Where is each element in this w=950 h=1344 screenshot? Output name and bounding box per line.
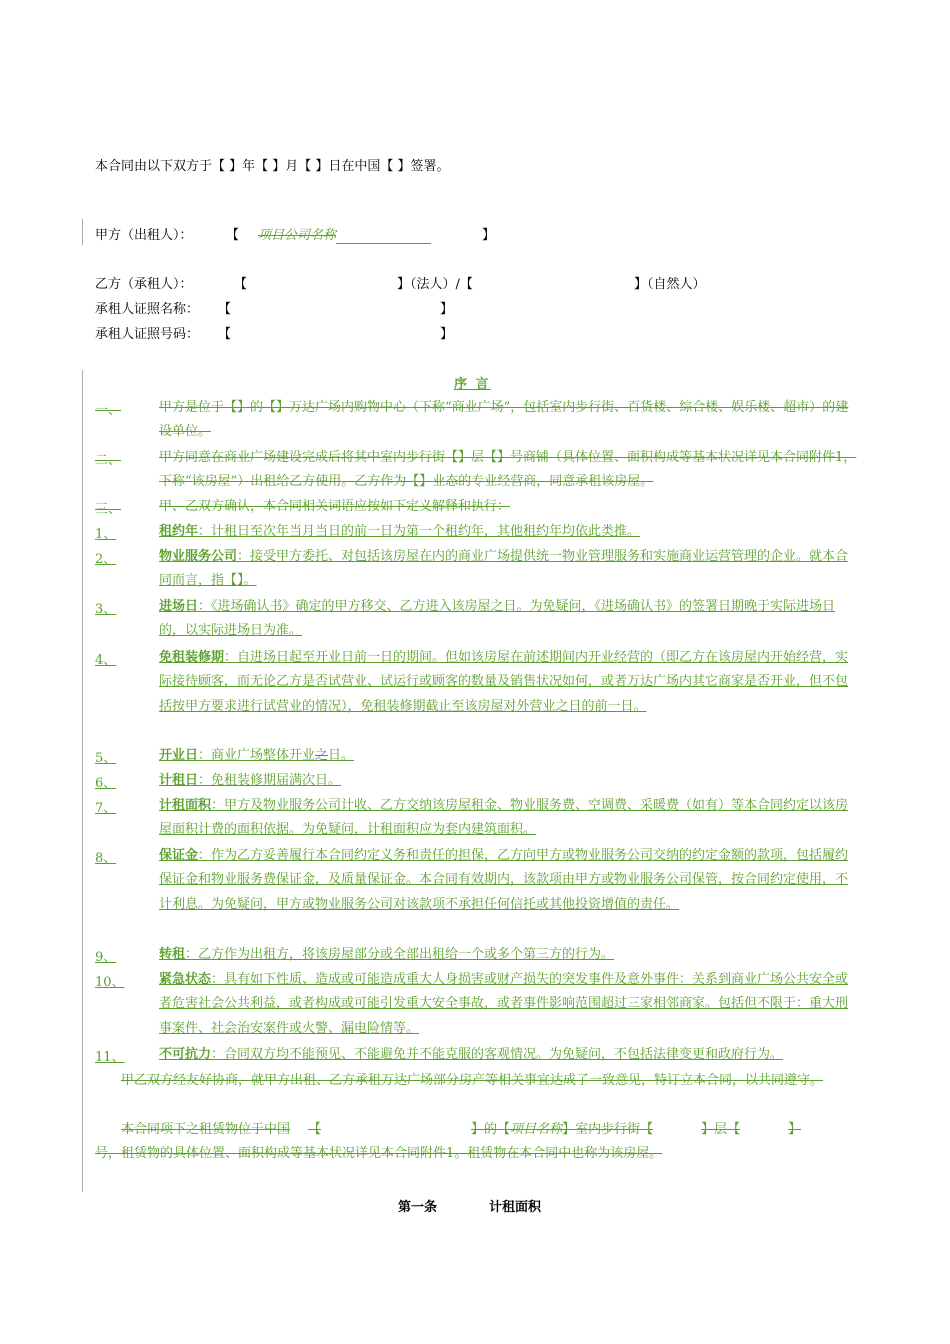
definition-text: ：计租日至次年当月当日的前一日为第一个租约年，其他租约年均依此类推。 <box>198 524 641 539</box>
party-b-open-bracket: 【 <box>234 277 248 292</box>
definition-item <box>159 968 859 1041</box>
leased-property-paragraph <box>95 1118 855 1167</box>
project-name: 项目名称 <box>510 1122 563 1137</box>
party-a-name: 项目公司名称 <box>258 228 337 243</box>
cert-no-close: 】 <box>440 327 454 342</box>
cert-name-label: 承租人证照名称： <box>95 302 200 317</box>
definition-text: ：合同双方均不能预见、不能避免并不能克服的客观情况。为免疑问，不包括法律变更和政府行为。 <box>211 1047 784 1062</box>
definition-term: 保证金 <box>159 848 199 863</box>
definition-text: ：免租装修期届满次日。 <box>198 773 342 788</box>
article-title: 计租面积 <box>489 1200 542 1215</box>
intro-line: 本合同由以下双方于【 】年【 】月【 】日在中国【 】签署。 <box>95 159 450 174</box>
floor-text: 】层【 <box>701 1122 741 1137</box>
definition-text: ：商业广场整体开业 <box>198 748 316 763</box>
definition-item <box>159 794 859 843</box>
preface-item-num: 三、 <box>95 502 122 517</box>
party-a-label: 甲方（出租人）： <box>95 228 193 243</box>
definition-num: 6、 <box>95 776 117 791</box>
definition-item <box>159 520 859 544</box>
definition-num: 2、 <box>95 552 117 567</box>
definition-item <box>159 1043 859 1067</box>
definition-num: 8、 <box>95 851 117 866</box>
definition-text: ：作为乙方妥善履行本合同约定义务和责任的担保，乙方向甲方或物业服务公司交纳的约定金额的款项，包括履约保证金和物业服务费保证金，及质量保证金。本合同有效期内，该款项由甲方或物业服务公司保管，按合同约定使用，不计利息。为免疑问，甲方或物业服务公司对该款项不承担任何信托或其他投资增值的责任。 <box>159 848 849 912</box>
definition-item <box>159 943 859 967</box>
definition-num: 4、 <box>95 653 117 668</box>
definition-item <box>159 545 859 594</box>
definition-term: 计租日 <box>159 773 199 788</box>
definition-term: 物业服务公司 <box>159 549 238 564</box>
definition-item <box>159 744 859 768</box>
party-b-natural-person: 】（自然人） <box>634 277 706 292</box>
definition-item <box>159 769 859 793</box>
definition-term: 不可抗力 <box>159 1047 212 1062</box>
definition-num: 3、 <box>95 602 117 617</box>
definition-item <box>159 646 859 719</box>
definition-num: 5、 <box>95 751 117 766</box>
property-detail-text: 号，租赁物的具体位置、面积构成等基本状况详见本合同附件1。租赁物在本合同中也称为该房屋。 <box>95 1146 663 1162</box>
definition-term: 紧急状态 <box>159 972 212 987</box>
street-text: 】室内步行街【 <box>562 1122 654 1137</box>
definition-term: 租约年 <box>159 524 199 539</box>
definition-item <box>159 844 859 917</box>
definition-num: 1、 <box>95 527 117 542</box>
preface-paragraph <box>95 1069 855 1093</box>
preface-item-num: 二、 <box>95 453 122 468</box>
party-b-label: 乙方（承租人）： <box>95 277 193 292</box>
preface-item-text: 甲、乙双方确认，本合同相关词语应按如下定义解释和执行： <box>159 499 511 514</box>
preface-title: 序 言 <box>454 377 491 392</box>
definition-tail: 日。 <box>328 748 355 763</box>
definition-text: ：甲方及物业服务公司计收、乙方交纳该房屋租金、物业服务费、空调费、采暖费（如有）等本合同约定以该房屋面积计费的面积依据。为免疑问，计租面积应为套内建筑面积。 <box>159 798 849 838</box>
cert-no-label: 承租人证照号码： <box>95 327 200 342</box>
cert-no-open: 【 <box>218 327 232 342</box>
definition-num: 10、 <box>95 975 125 990</box>
party-a-name-deleted <box>258 224 431 244</box>
definition-term: 开业日 <box>159 748 199 763</box>
cert-name-open: 【 <box>218 302 232 317</box>
preface-item-text: 甲方是位于【】的【】万达广场内购物中心（下称“商业广场”，包括室内步行街、百货楼、综合楼、娱乐楼、超市）的建设单位。 <box>159 400 849 440</box>
change-bar <box>82 370 83 1192</box>
cert-name-close: 】 <box>440 302 454 317</box>
party-b-legal-person: 】（法人）/【 <box>397 277 473 292</box>
bracket-open: 【 <box>308 1122 322 1137</box>
definition-text: ：接受甲方委托、对包括该房屋在内的商业广场提供统一物业管理服务和实施商业运营管理的企业。就本合同而言，指【】。 <box>159 549 849 589</box>
definition-item <box>159 595 859 644</box>
definition-num: 11、 <box>95 1050 125 1065</box>
definition-text: ：具有如下性质、造成或可能造成重大人身损害或财产损失的突发事件及意外事件：关系到商业广场公共安全或者危害社会公共利益，或者构成或可能引发重大安全事故，或者事件影响范围超过三家相邻商家。包括但不限于：重大刑事案件、社会治安案件或火警、漏电险情等。 <box>159 972 849 1036</box>
bracket-mid: 】的【 <box>471 1122 511 1137</box>
party-a-close-bracket: 】 <box>482 228 496 243</box>
definition-term: 计租面积 <box>159 798 212 813</box>
definition-term: 进场日 <box>159 599 199 614</box>
property-location-text: 本合同项下之租赁物位于中国 <box>121 1122 291 1137</box>
definition-num: 9、 <box>95 950 117 965</box>
definition-text: ：自进场日起至开业日前一日的期间。但如该房屋在前述期间内开业经营的（即乙方在该房屋内开始经营，实际接待顾客，而无论乙方是否试营业、试运行或顾客的数量及销售状况如何，或者万达广场内其它商家是否开业，但不包括按甲方要求进行试营业的情况），免租装修期截止至该房屋对外营业之日的前一日。 <box>159 650 849 714</box>
definition-term: 免租装修期 <box>159 650 225 665</box>
article-number: 第一条 <box>398 1200 438 1215</box>
definition-deleted-char: 之 <box>315 748 329 763</box>
bracket-close: 】 <box>788 1122 802 1137</box>
preface-paragraph-text: 甲乙双方经友好协商，就甲方出租、乙方承租万达广场部分房产等相关事宜达成了一致意见，特订立本合同，以共同遵守。 <box>121 1073 824 1088</box>
preface-item-num: 一、 <box>95 403 122 418</box>
definition-text: ：《进场确认书》确定的甲方移交、乙方进入该房屋之日。为免疑问，《进场确认书》的签署日期晚于实际进场日的，以实际进场日为准。 <box>159 599 836 639</box>
change-bar <box>82 219 83 245</box>
definition-num: 7、 <box>95 801 117 816</box>
definition-text: ：乙方作为出租方，将该房屋部分或全部出租给一个或多个第三方的行为。 <box>185 947 615 962</box>
definition-term: 转租 <box>159 947 186 962</box>
party-a-open-bracket: 【 <box>226 228 240 243</box>
preface-item-text: 甲方同意在商业广场建设完成后将其中室内步行街【】层【】号商铺（具体位置、面积构成等基本状况详见本合同附件1，下称“该房屋”）出租给乙方使用。乙方作为【】业态的专业经营商，同意承租该房屋。 <box>159 450 857 490</box>
